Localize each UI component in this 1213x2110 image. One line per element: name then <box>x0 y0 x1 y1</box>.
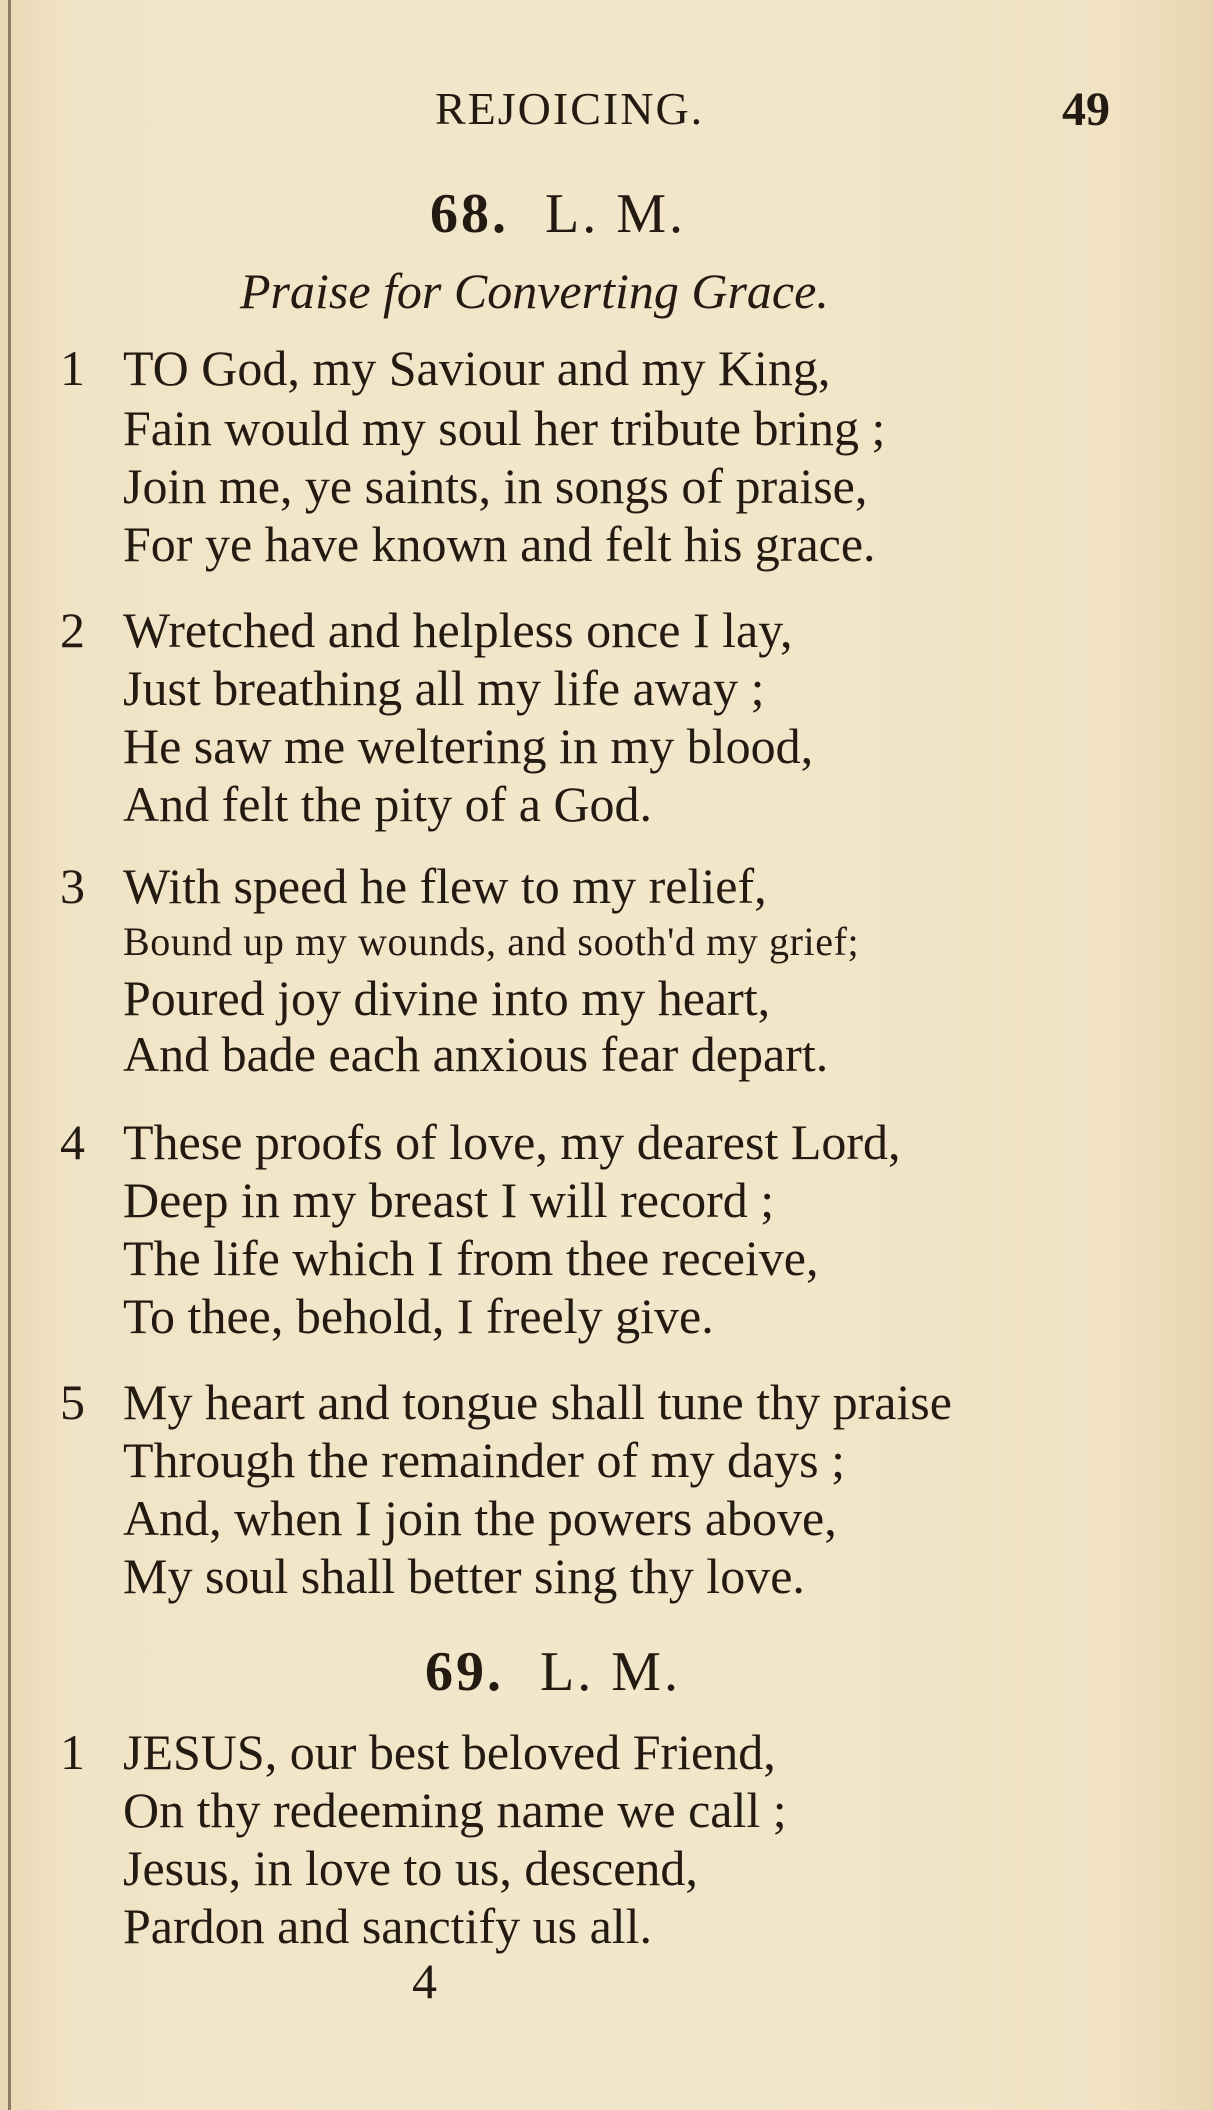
verse-line <box>0 968 1213 1028</box>
verse-line <box>0 1228 1213 1288</box>
verse-line-text: And, when I join the powers above, <box>123 1490 837 1546</box>
verse-line <box>0 1372 1213 1432</box>
verse-line-text: TO God, my Saviour and my King, <box>123 340 831 396</box>
verse-line-text: My heart and tongue shall tune thy praise <box>123 1374 952 1430</box>
verse-line <box>0 1780 1213 1840</box>
verse-line-text: Just breathing all my life away ; <box>123 660 765 716</box>
verse-line <box>0 338 1213 398</box>
verse-number: 3 <box>60 858 85 914</box>
verse-number: 4 <box>60 1114 85 1170</box>
verse-line <box>0 1722 1213 1782</box>
running-head <box>0 82 1213 142</box>
verse-line-text: For ye have known and felt his grace. <box>123 516 876 572</box>
hymn-number: 68. <box>430 183 509 245</box>
hymn-69-heading <box>425 1640 681 1704</box>
verse-line <box>0 398 1213 458</box>
verse-number: 5 <box>60 1374 85 1430</box>
verse-line <box>0 1170 1213 1230</box>
verse-line <box>0 774 1213 834</box>
hymn-meter: L. M. <box>545 183 686 245</box>
page-number: 49 <box>1062 83 1110 136</box>
verse-line-text: And felt the pity of a God. <box>123 776 653 832</box>
verse-number: 1 <box>60 1724 85 1780</box>
verse-line-text: Pardon and sanctify us all. <box>123 1898 653 1954</box>
verse-line <box>0 1488 1213 1548</box>
signature-mark: 4 <box>412 1953 437 2009</box>
verse-line-text: Poured joy divine into my heart, <box>123 970 771 1026</box>
verse-line <box>0 1024 1213 1084</box>
verse-line-text: Bound up my wounds, and sooth'd my grief; <box>123 919 860 964</box>
verse-line <box>0 912 1213 972</box>
verse-number: 2 <box>60 602 85 658</box>
verse-line <box>0 716 1213 776</box>
verse-line-text: With speed he flew to my relief, <box>123 858 767 914</box>
verse-line-text: Jesus, in love to us, descend, <box>123 1840 698 1896</box>
verse-line <box>0 1286 1213 1346</box>
verse-line-text: These proofs of love, my dearest Lord, <box>123 1114 901 1170</box>
verse-line <box>0 1430 1213 1490</box>
verse-line <box>0 1896 1213 1956</box>
verse-line-text: Deep in my breast I will record ; <box>123 1172 775 1228</box>
verse-line <box>0 658 1213 718</box>
hymn-subtitle: Praise for Converting Grace. <box>240 263 829 319</box>
verse-line-text: Wretched and helpless once I lay, <box>123 602 793 658</box>
verse-line <box>0 600 1213 660</box>
running-title: REJOICING. <box>435 83 705 134</box>
verse-line-text: Join me, ye saints, in songs of praise, <box>123 458 868 514</box>
verse-line-text: My soul shall better sing thy love. <box>123 1548 805 1604</box>
verse-line <box>0 856 1213 916</box>
verse-line <box>0 1838 1213 1898</box>
hymn-meter: L. M. <box>540 1641 681 1703</box>
verse-line-text: To thee, behold, I freely give. <box>123 1288 714 1344</box>
verse-line <box>0 1546 1213 1606</box>
hymn-number: 69. <box>425 1641 504 1703</box>
verse-line-text: The life which I from thee receive, <box>123 1230 819 1286</box>
verse-line-text: Through the remainder of my days ; <box>123 1432 846 1488</box>
verse-line-text: JESUS, our best beloved Friend, <box>123 1724 776 1780</box>
hymn-68-heading <box>430 182 686 246</box>
verse-line <box>0 456 1213 516</box>
verse-line <box>0 514 1213 574</box>
verse-line-text: He saw me weltering in my blood, <box>123 718 814 774</box>
verse-line-text: Fain would my soul her tribute bring ; <box>123 400 886 456</box>
verse-line-text: And bade each anxious fear depart. <box>123 1026 829 1082</box>
verse-line <box>0 1112 1213 1172</box>
verse-number: 1 <box>60 340 85 396</box>
verse-line-text: On thy redeeming name we call ; <box>123 1782 787 1838</box>
